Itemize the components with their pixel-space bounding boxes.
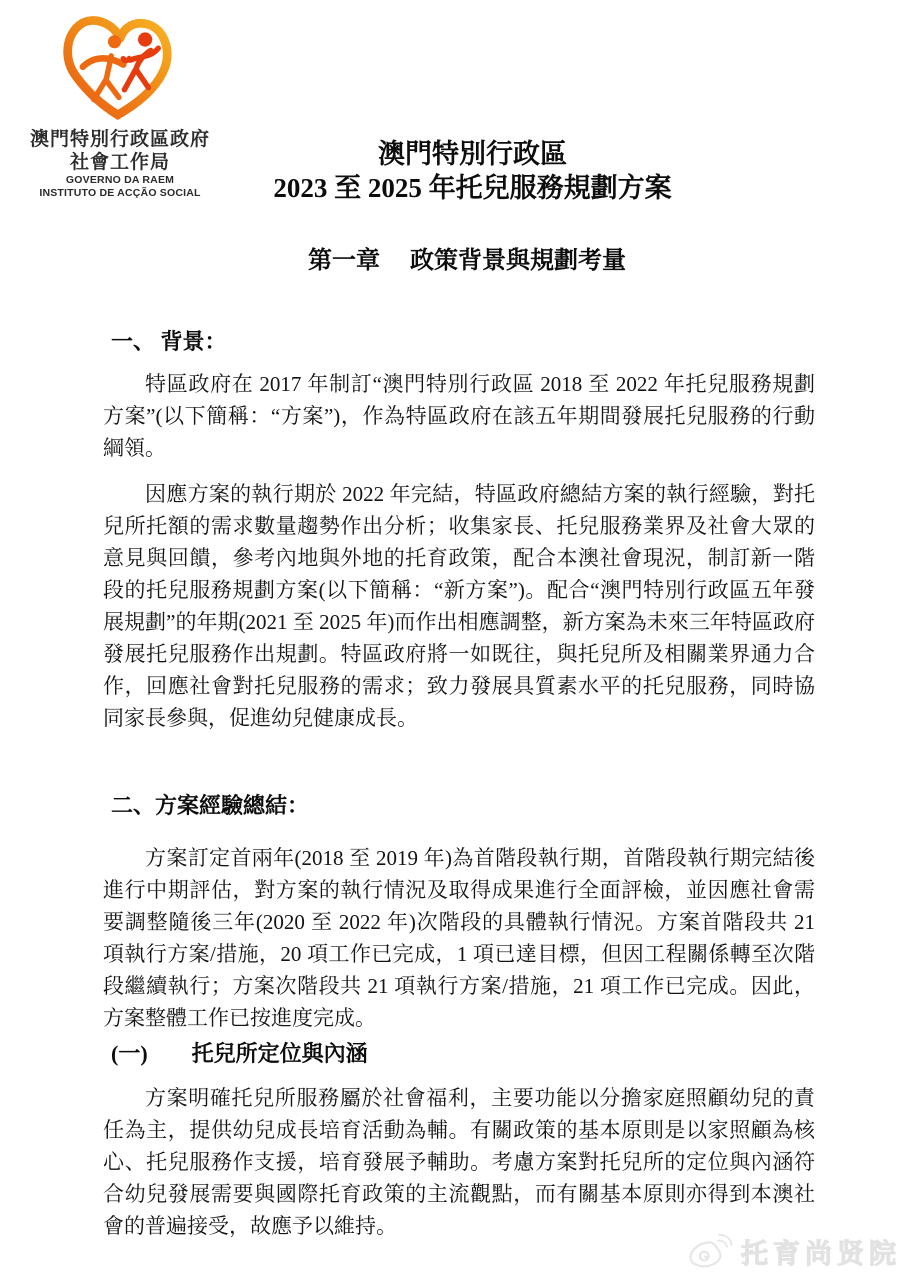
section-1-heading: 一、 背景：	[111, 329, 227, 354]
agency-name-zh-line2: 社會工作局	[69, 152, 170, 173]
agency-name-pt-line2: INSTITUTO DE ACÇÃO SOCIAL	[39, 187, 201, 199]
subsection-1-title: 托兒所定位與內涵	[191, 1041, 368, 1066]
subsection-1-paragraph-1: 方案明確托兒所服務屬於社會福利，主要功能以分擔家庭照顧幼兒的責任為主，提供幼兒成長培育活動為輔。有關政策的基本原則是以家照顧為核心、托兒服務作支援，培育發展予輔助。考慮方案對托兒所的定位與內涵符合幼兒發展需要與國際托育政策的主流觀點，而有關基本原則亦得到本澳社會的普遍接受，故應予以維持。	[103, 1086, 815, 1238]
document-body	[103, 246, 815, 1242]
ias-heart-logo	[54, 10, 186, 128]
subsection-1-marker: (一)	[111, 1041, 148, 1066]
document-title	[115, 137, 830, 205]
agency-name-pt-line1: GOVERNO DA RAEM	[65, 174, 175, 186]
subsection-1-heading	[111, 1040, 815, 1068]
section-2-heading: 二、方案經驗總結：	[111, 793, 310, 818]
section-1-paragraph-2: 因應方案的執行期於 2022 年完結，特區政府總結方案的執行經驗，對托兒所托額的需求數量趨勢作出分析；收集家長、托兒服務業界及社會大眾的意見與回饋，參考內地與外地的托育政策，配合本澳社會現況，制訂新一階段的托兒服務規劃方案(以下簡稱：“新方案”)。配合“澳門特別行政區五年發展規劃”的年期(2021 至 2025 年)而作出相應調整，新方案為未來三年特區政府發展托兒服務作出規劃。特區政府將一如既往，與托兒所及相關業界通力合作，回應社會對托兒服務的需求；致力發展具質素水平的托兒服務，同時協同家長參與，促進幼兒健康成長。	[103, 482, 815, 730]
document-title-line1: 澳門特別行政區	[378, 139, 567, 169]
agency-name-zh-line1: 澳門特別行政區政府	[29, 129, 210, 150]
section-1-paragraph-1: 特區政府在 2017 年制訂“澳門特別行政區 2018 至 2022 年托兒服務規劃方案”(以下簡稱：“方案”)，作為特區政府在該五年期間發展托兒服務的行動綱領。	[103, 372, 815, 460]
chapter-heading: 第一章 政策背景與規劃考量	[308, 248, 626, 274]
document-title-line2: 2023 至 2025 年托兒服務規劃方案	[273, 173, 672, 203]
section-2-paragraph-1: 方案訂定首兩年(2018 至 2019 年)為首階段執行期，首階段執行期完結後進行中期評估，對方案的執行情況及取得成果進行全面評檢，並因應社會需要調整隨後三年(2020 至 2022 年)次階段的具體執行情況。方案首階段共 21 項執行方案/措施，20 項工作已完成，1 項已達目標，但因工程關係轉至次階段繼續執行；方案次階段共 21 項執行方案/措施，21 項工作已完成。因此，方案整體工作已按進度完成。	[103, 846, 815, 1030]
watermark-text: 托育尚贤院	[741, 1238, 901, 1269]
